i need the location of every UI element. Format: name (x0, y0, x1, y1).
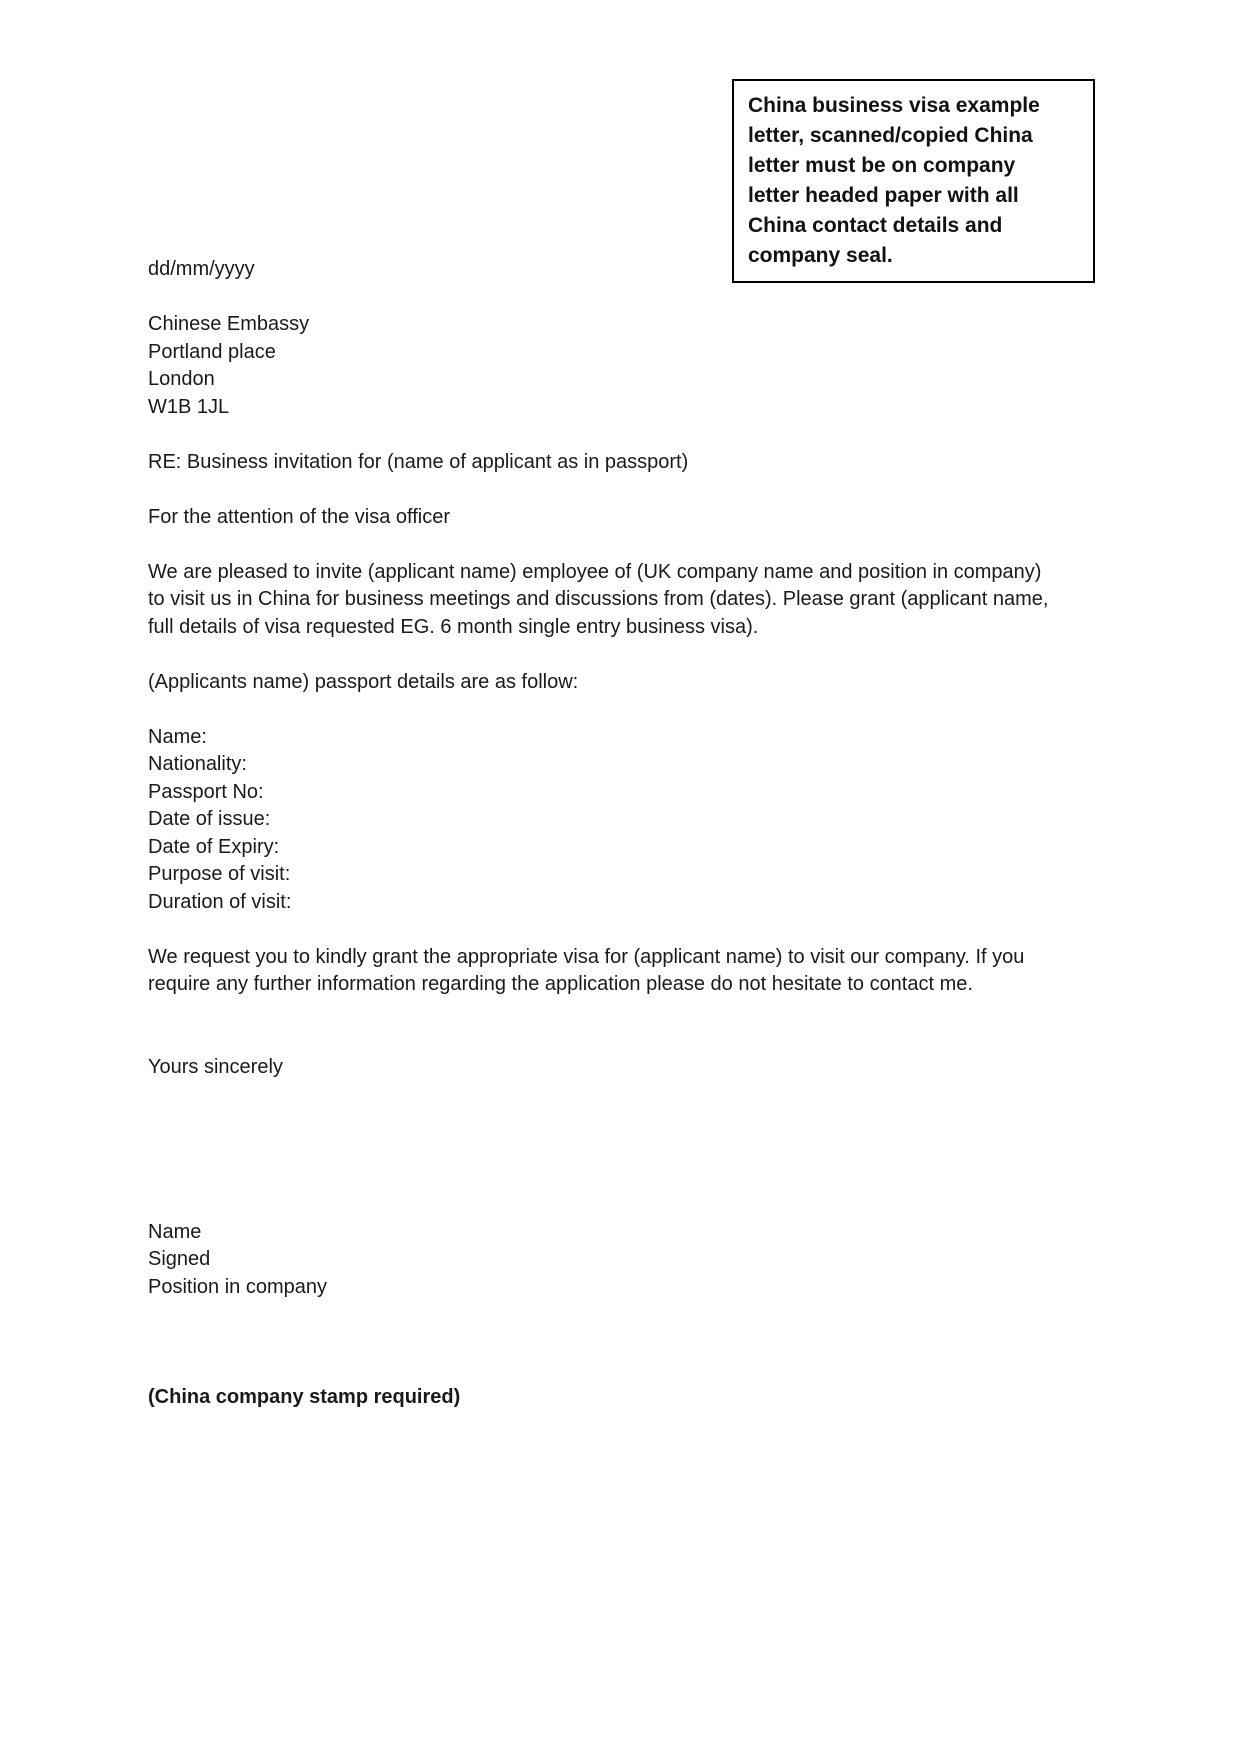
invitation-paragraph: We are pleased to invite (applicant name) employee of (UK company name and position in company) to visit us in China for business meetings and discussions from (dates). Please grant (applicant name, full details of visa requested EG. 6 month single entry business visa). (148, 560, 1049, 638)
signature-name-line: Name (148, 1220, 202, 1243)
annotation-line: company seal. (748, 244, 893, 267)
annotation-box (732, 79, 1095, 283)
annotation-line: letter, scanned/copied China (748, 124, 1033, 147)
recipient-address (148, 311, 1053, 421)
company-stamp-note: (China company stamp required) (148, 1385, 461, 1408)
annotation-line: China contact details and (748, 214, 1003, 237)
subject-line: RE: Business invitation for (name of applicant as in passport) (148, 450, 689, 473)
signature-block (148, 1219, 1053, 1302)
passport-details-list (148, 724, 1053, 917)
passport-details-intro: (Applicants name) passport details are as follow: (148, 670, 579, 693)
letter-body (148, 256, 1053, 1439)
annotation-line: letter headed paper with all (748, 184, 1019, 207)
closing-line: Yours sincerely (148, 1055, 283, 1078)
passport-field-nationality: Nationality: (148, 753, 247, 775)
address-line-street: Portland place (148, 340, 276, 363)
passport-field-purpose-of-visit: Purpose of visit: (148, 863, 291, 885)
signature-position-line: Position in company (148, 1275, 327, 1298)
passport-field-date-of-expiry: Date of Expiry: (148, 835, 280, 858)
passport-field-date-of-issue: Date of issue: (148, 808, 271, 830)
address-line-city: London (148, 368, 215, 390)
address-line-postcode: W1B 1JL (148, 395, 230, 418)
passport-field-passport-no: Passport No: (148, 780, 264, 803)
signature-signed-line: Signed (148, 1248, 211, 1270)
passport-field-duration-of-visit: Duration of visit: (148, 890, 292, 913)
address-line-embassy: Chinese Embassy (148, 313, 310, 335)
passport-field-name: Name: (148, 725, 207, 748)
request-paragraph: We request you to kindly grant the appropriate visa for (applicant name) to visit our company. If you require any further information regarding the application please do not hesitate to contact me. (148, 945, 1025, 995)
annotation-line: China business visa example (748, 94, 1040, 117)
attention-line: For the attention of the visa officer (148, 505, 451, 528)
annotation-line: letter must be on company (748, 154, 1016, 177)
date-placeholder: dd/mm/yyyy (148, 258, 255, 280)
